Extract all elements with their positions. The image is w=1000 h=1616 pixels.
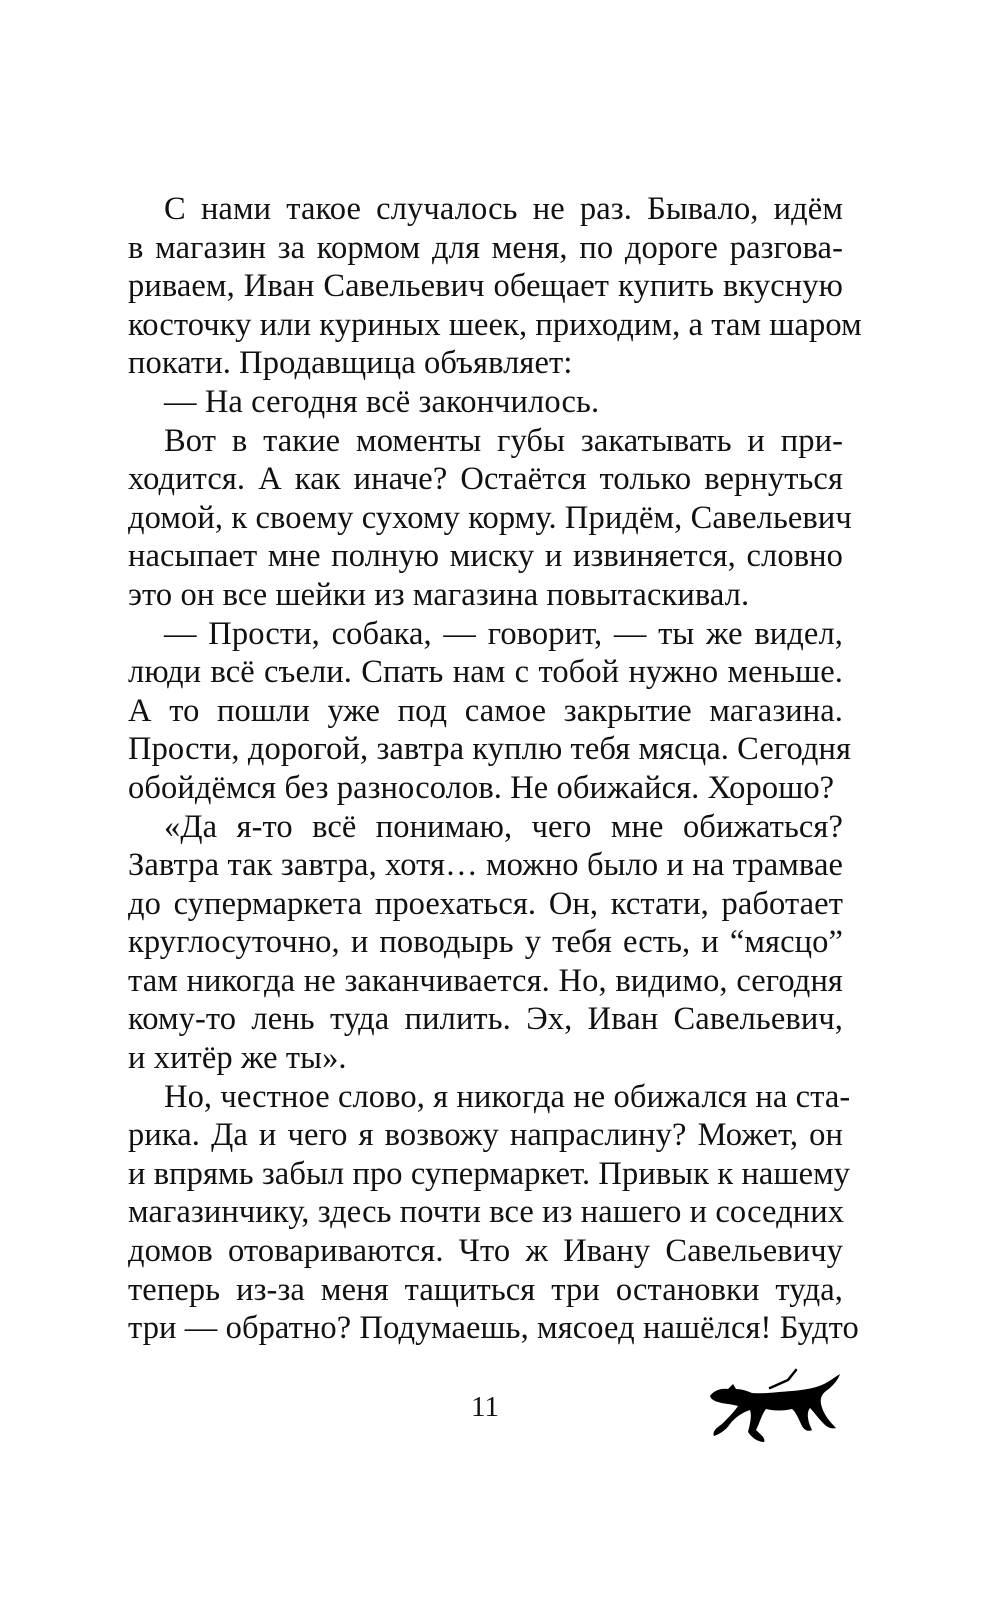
text-line: насыпает мне полную миску и извиняется, словно xyxy=(128,538,843,575)
text-line: круглосуточно, и поводырь у тебя есть, и “мясцо” xyxy=(128,924,843,961)
text-line: рика. Да и чего я возвожу напраслину? Может, он xyxy=(128,1117,843,1154)
text-line: «Да я-то всё понимаю, чего мне обижаться? xyxy=(164,808,843,845)
text-line: Вот в такие моменты губы закатывать и при- xyxy=(164,422,843,459)
dog-silhouette-icon xyxy=(700,1358,850,1458)
text-line: Прости, дорогой, завтра куплю тебя мясца. Сегодня xyxy=(128,731,852,768)
text-line: люди всё съели. Спать нам с тобой нужно меньше. xyxy=(128,654,843,691)
text-line: теперь из-за меня тащиться три остановки туда, xyxy=(128,1271,843,1308)
text-line: магазинчику, здесь почти все из нашего и соседних xyxy=(128,1194,845,1231)
body-text xyxy=(128,190,862,1348)
text-line: риваем, Иван Савельевич обещает купить вкусную xyxy=(128,268,843,305)
text-line: домов отовариваются. Что ж Ивану Савельевичу xyxy=(128,1233,843,1270)
text-line: покати. Продавщица объявляет: xyxy=(128,345,573,382)
text-line: Завтра так завтра, хотя… можно было и на трамвае xyxy=(128,847,843,884)
text-line: это он все шейки из магазина повытаскивал. xyxy=(128,576,750,613)
text-line: в магазин за кормом для меня, по дороге разгова- xyxy=(128,229,843,266)
text-line: — На сегодня всё закончилось. xyxy=(164,383,600,420)
text-line: кому-то лень туда пилить. Эх, Иван Савельевич, xyxy=(128,1001,843,1038)
text-line: до супермаркета проехаться. Он, кстати, работает xyxy=(128,885,843,922)
text-line: А то пошли уже под самое закрытие магазина. xyxy=(128,692,843,729)
text-line: С нами такое случалось не раз. Бывало, идём xyxy=(164,191,843,227)
text-line: и хитёр же ты». xyxy=(128,1040,347,1077)
page-number: 11 xyxy=(471,1391,499,1423)
text-line: — Прости, собака, — говорит, — ты же видел, xyxy=(164,615,843,652)
text-line: там никогда не заканчивается. Но, видимо, сегодня xyxy=(128,962,843,999)
text-line: ходится. А как иначе? Остаётся только вернуться xyxy=(128,461,843,498)
text-line: косточку или куриных шеек, приходим, а там шаром xyxy=(128,306,862,343)
text-line: домой, к своему сухому корму. Придём, Савельевич xyxy=(128,499,852,536)
text-line: обойдёмся без разносолов. Не обижайся. Хорошо? xyxy=(128,769,835,806)
text-line: и впрямь забыл про супермаркет. Привык к нашему xyxy=(128,1155,851,1192)
text-line: три — обратно? Подумаешь, мясоед нашёлся! Будто xyxy=(128,1310,859,1347)
text-line: Но, честное слово, я никогда не обижался на ста- xyxy=(164,1078,851,1115)
